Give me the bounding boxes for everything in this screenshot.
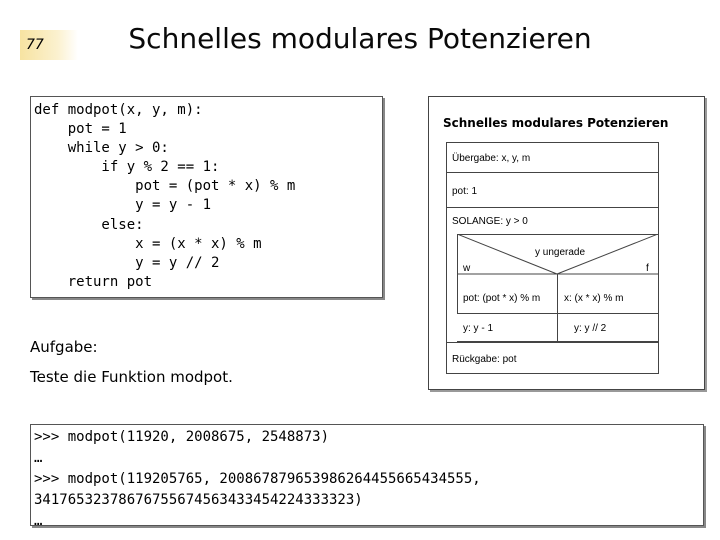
ns-condition: y ungerade	[535, 247, 586, 258]
structogram-title: Schnelles modulares Potenzieren	[443, 116, 669, 130]
shell-text: >>> modpot(11920, 2008675, 2548873) … >>> modpot(119205765, 20086787965398626445566543455​5, 34176532378676755674563433454224333323) …	[34, 429, 481, 529]
ns-output-row	[447, 342, 658, 373]
ns-init-row	[447, 173, 658, 208]
ns-false-label: f	[646, 263, 649, 274]
title-text: Schnelles modulares Potenzieren	[128, 22, 592, 55]
ns-loop-row	[447, 208, 658, 234]
structogram	[446, 142, 659, 374]
ns-input-row	[447, 143, 658, 173]
ns-loop: SOLANGE: y > 0	[452, 216, 528, 227]
page-title	[0, 22, 720, 55]
ns-init: pot: 1	[452, 186, 478, 197]
code-text: def modpot(x, y, m): pot = 1 while y > 0: if y % 2 == 1: pot = (pot * x) % m y = y - 1 else: x = (x * x) % m y = y // 2 return pot	[34, 102, 296, 290]
python-shell	[30, 424, 704, 529]
code-listing	[30, 96, 383, 298]
ns-false-step1: x: (x * x) % m	[564, 293, 624, 304]
task-text: Teste die Funktion modpot.	[30, 368, 233, 386]
ns-output: Rückgabe: pot	[452, 354, 517, 365]
ns-true-step1: pot: (pot * x) % m	[463, 293, 541, 304]
ns-input: Übergabe: x, y, m	[452, 153, 531, 164]
slide-number: 77	[26, 37, 44, 53]
ns-branch-divider	[557, 274, 558, 342]
ns-true-step2: y: y - 1	[463, 323, 494, 334]
ns-false-step2: y: y // 2	[574, 323, 607, 334]
ns-true-label: w	[463, 263, 471, 274]
task-label: Aufgabe:	[30, 338, 98, 356]
